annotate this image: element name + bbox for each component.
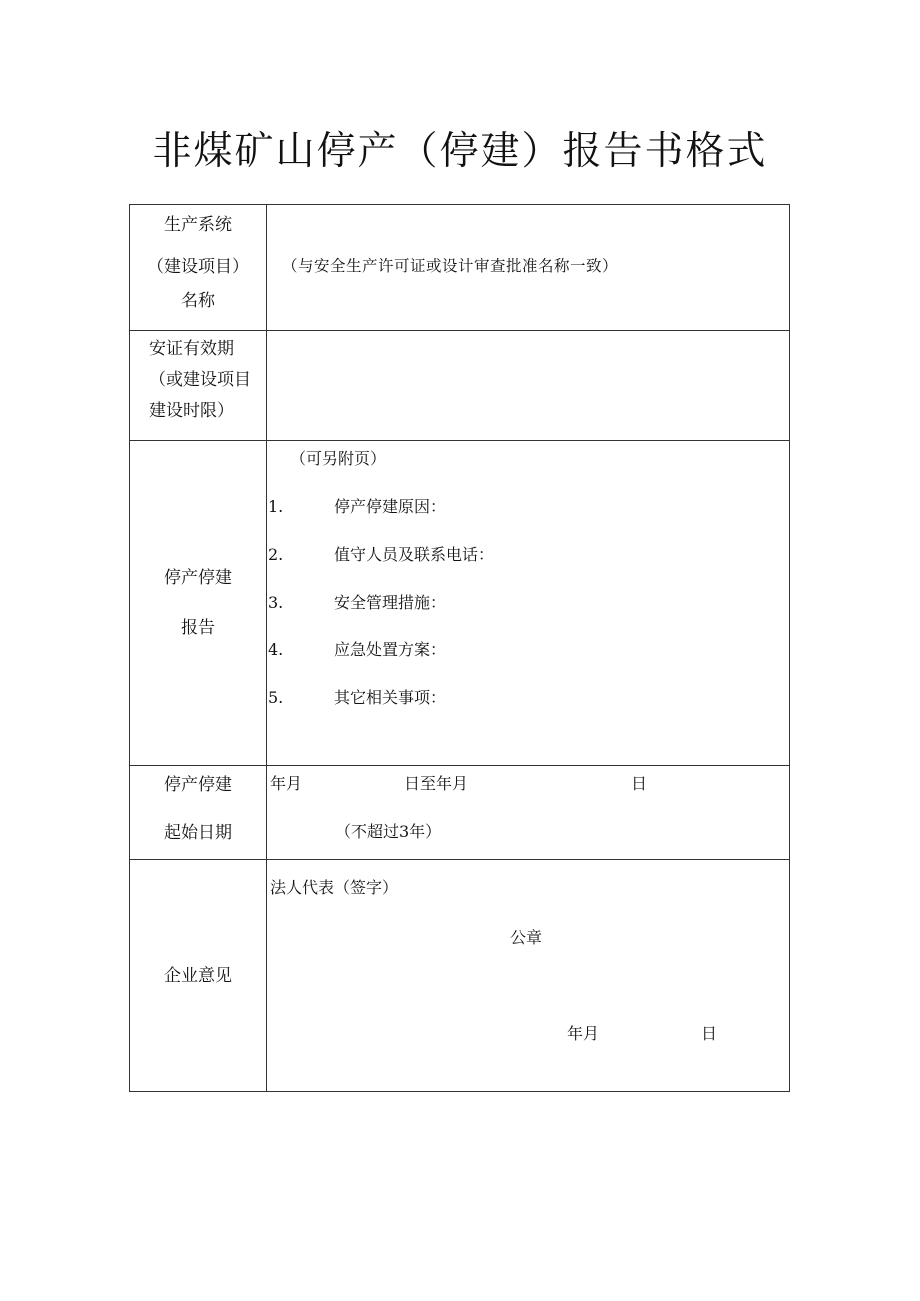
system-name-label-line2: （建设项目）: [147, 257, 249, 277]
duration-limit-note: （不超过3年）: [335, 822, 442, 841]
start-day-end-year-month[interactable]: 日至年月: [404, 774, 469, 793]
dates-label-line1: 停产停建: [164, 775, 232, 795]
row-divider: [130, 859, 789, 860]
end-day[interactable]: 日: [631, 774, 648, 793]
report-item-emergency[interactable]: 应急处置方案：: [334, 640, 447, 659]
document-title: 非煤矿山停产（停建）报告书格式: [152, 129, 768, 174]
validity-label-line2: （或建设项目: [149, 370, 251, 390]
system-name-hint[interactable]: （与安全生产许可证或设计审查批准名称一致）: [282, 257, 619, 275]
report-item-number: 1.: [268, 497, 284, 516]
report-item-number: 3.: [268, 593, 284, 612]
report-item-contact[interactable]: 值守人员及联系电话：: [334, 545, 495, 564]
system-name-label-line3: 名称: [181, 291, 215, 311]
report-item-other[interactable]: 其它相关事项：: [334, 688, 447, 707]
company-seal: 公章: [510, 928, 543, 947]
report-label-line2: 报告: [181, 618, 215, 638]
dates-label-line2: 起始日期: [164, 823, 232, 843]
report-item-number: 2.: [268, 545, 284, 564]
report-item-number: 5.: [268, 688, 284, 707]
validity-label-line1: 安证有效期: [149, 339, 234, 359]
report-attach-note: （可另附页）: [290, 449, 387, 468]
opinion-label: 企业意见: [164, 966, 232, 986]
report-form-table: [129, 204, 790, 1092]
opinion-date-day[interactable]: 日: [701, 1024, 718, 1043]
opinion-date-year-month[interactable]: 年月: [567, 1024, 600, 1043]
system-name-label-line1: 生产系统: [164, 215, 232, 235]
validity-label-line3: 建设时限）: [149, 401, 234, 421]
report-item-safety[interactable]: 安全管理措施：: [334, 593, 447, 612]
legal-representative-signature[interactable]: 法人代表（签字）: [270, 878, 399, 897]
validity-value-field[interactable]: [267, 331, 789, 439]
report-item-reason[interactable]: 停产停建原因：: [334, 497, 447, 516]
row-divider: [130, 765, 789, 766]
report-item-number: 4.: [268, 640, 284, 659]
row-divider: [130, 440, 789, 441]
start-date-year-month[interactable]: 年月: [270, 774, 303, 793]
report-label-line1: 停产停建: [164, 568, 232, 588]
